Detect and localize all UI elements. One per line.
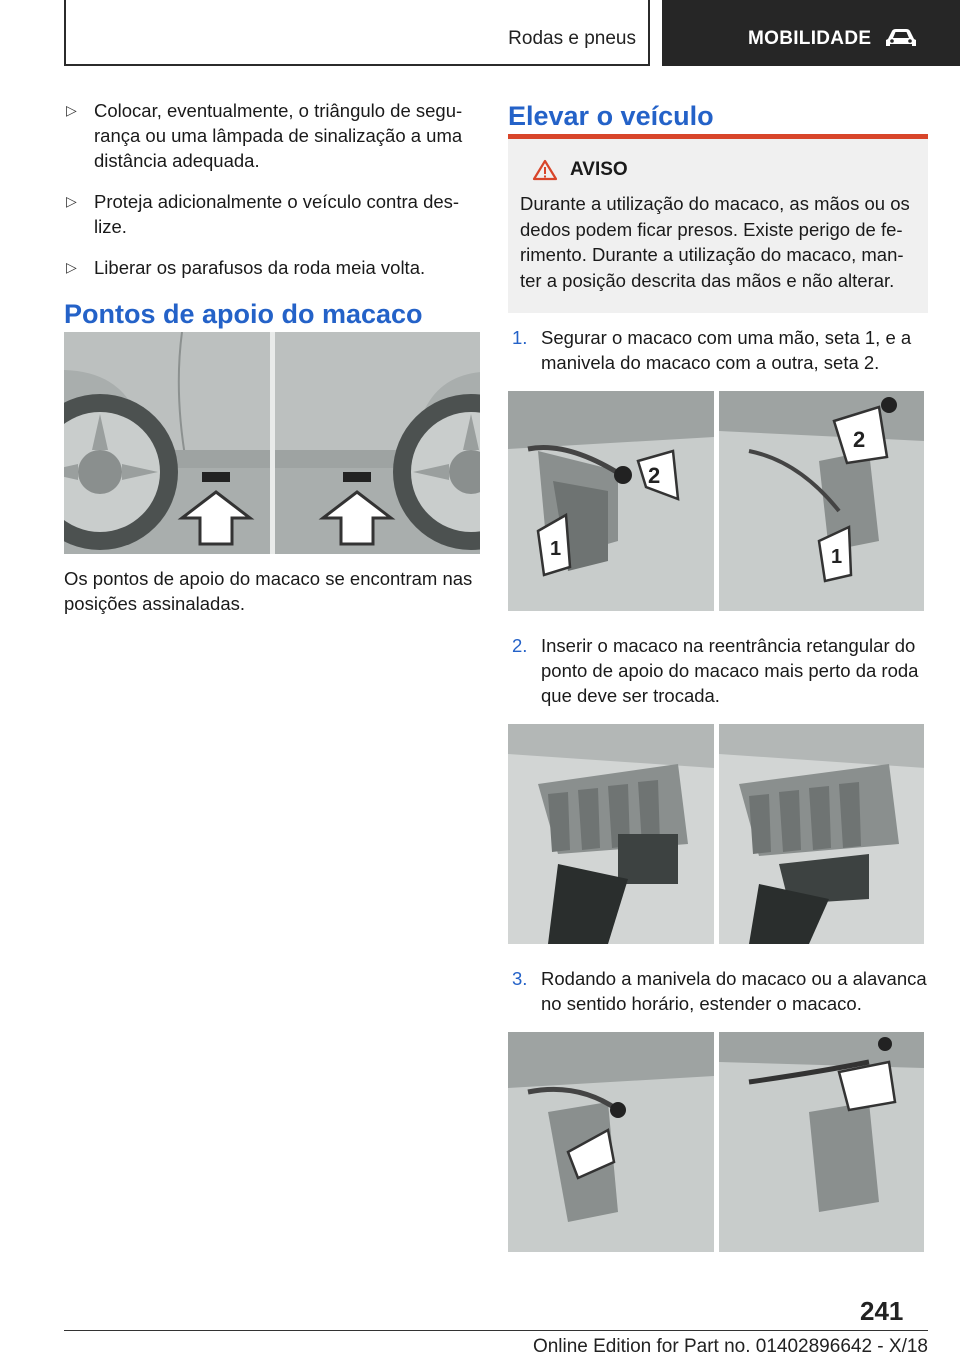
- list-item: ▷ Liberar os parafusos da roda meia volta.: [66, 257, 426, 278]
- jack-point-rear-panel: [275, 332, 481, 554]
- warning-text: Durante a utilização do macaco, as mãos ou os dedos podem ficar presos. Existe perigo de ferimento. Durante a utilização do macaco, manter a posição descrita das mãos e não alterar.: [520, 193, 910, 291]
- right-column: [508, 98, 928, 1274]
- triangle-bullet-icon: ▷: [66, 193, 77, 209]
- footer-edition: Online Edition for Part no. 01402896642 - X/18: [532, 1336, 928, 1357]
- list-item: ▷ Proteja adicionalmente o veículo contra deslize.: [66, 191, 460, 237]
- jack-extend-illustration: [508, 1032, 714, 1252]
- lifting-steps: [508, 966, 928, 1016]
- list-item: 1. Segurar o macaco com uma mão, seta 1, e a manivela do macaco com a outra, seta 2.: [512, 327, 912, 373]
- header-section-title: Rodas e pneus: [508, 28, 636, 49]
- arrow-label-1: 1: [830, 546, 842, 568]
- warning-box: [508, 139, 928, 313]
- jack-point-front-panel: [64, 332, 270, 554]
- left-column: [64, 98, 482, 616]
- header-rule-left: [64, 0, 66, 66]
- step-2-left-panel: [508, 724, 714, 944]
- step-1-right-panel: [719, 391, 925, 611]
- jack-crank-turn-illustration: [719, 1032, 925, 1252]
- jack-crank-illustration: [719, 391, 925, 611]
- car-side-rear-illustration: [275, 332, 481, 554]
- step-3-illustration: [508, 1032, 924, 1252]
- lifting-steps: [508, 325, 928, 375]
- figure-caption: Os pontos de apoio do macaco se encontram nas posições assinaladas.: [64, 568, 473, 614]
- car-side-front-illustration: [64, 332, 270, 554]
- list-item: 3. Rodando a manivela do macaco ou a alavanca no sentido horário, estender o macaco.: [512, 968, 927, 1014]
- header-rule: [64, 64, 650, 66]
- precaution-list: [64, 98, 482, 280]
- arrow-label-2: 2: [648, 463, 661, 488]
- triangle-bullet-icon: ▷: [66, 259, 77, 275]
- arrow-label-1: 1: [550, 538, 562, 560]
- header-chapter-label: MOBILIDADE: [748, 28, 872, 49]
- step-2-illustration: [508, 724, 924, 944]
- step-number: 3.: [512, 968, 528, 989]
- section-heading-jack-points: Pontos de apoio do macaco: [64, 299, 423, 329]
- footer-rule: [64, 1330, 928, 1331]
- step-3-left-panel: [508, 1032, 714, 1252]
- header-rule-right: [648, 0, 650, 66]
- car-icon: [884, 27, 918, 49]
- step-2-right-panel: [719, 724, 925, 944]
- jack-seated-illustration: [719, 724, 925, 944]
- arrow-label-2: 2: [852, 427, 865, 452]
- section-heading-lift-vehicle: Elevar o veículo: [508, 101, 714, 131]
- step-3-right-panel: [719, 1032, 925, 1252]
- warning-title: AVISO: [520, 159, 916, 181]
- step-1-illustration: [508, 391, 924, 611]
- triangle-bullet-icon: ▷: [66, 102, 77, 118]
- page-number: 241: [860, 1296, 904, 1326]
- jack-points-illustration: [64, 332, 480, 554]
- step-1-left-panel: [508, 391, 714, 611]
- header-chapter-tab[interactable]: [662, 0, 960, 66]
- lifting-steps: [508, 633, 928, 708]
- list-item: 2. Inserir o macaco na reentrância retangular do ponto de apoio do macaco mais perto da roda que deve ser trocada.: [512, 635, 919, 706]
- list-item: ▷ Colocar, eventualmente, o triângulo de segurança ou uma lâmpada de sinalização a uma distância adequada.: [66, 100, 463, 171]
- jack-insert-illustration: [508, 724, 714, 944]
- jack-hold-illustration: [508, 391, 714, 611]
- step-number: 1.: [512, 327, 528, 348]
- warning-triangle-icon: [532, 159, 558, 181]
- step-number: 2.: [512, 635, 528, 656]
